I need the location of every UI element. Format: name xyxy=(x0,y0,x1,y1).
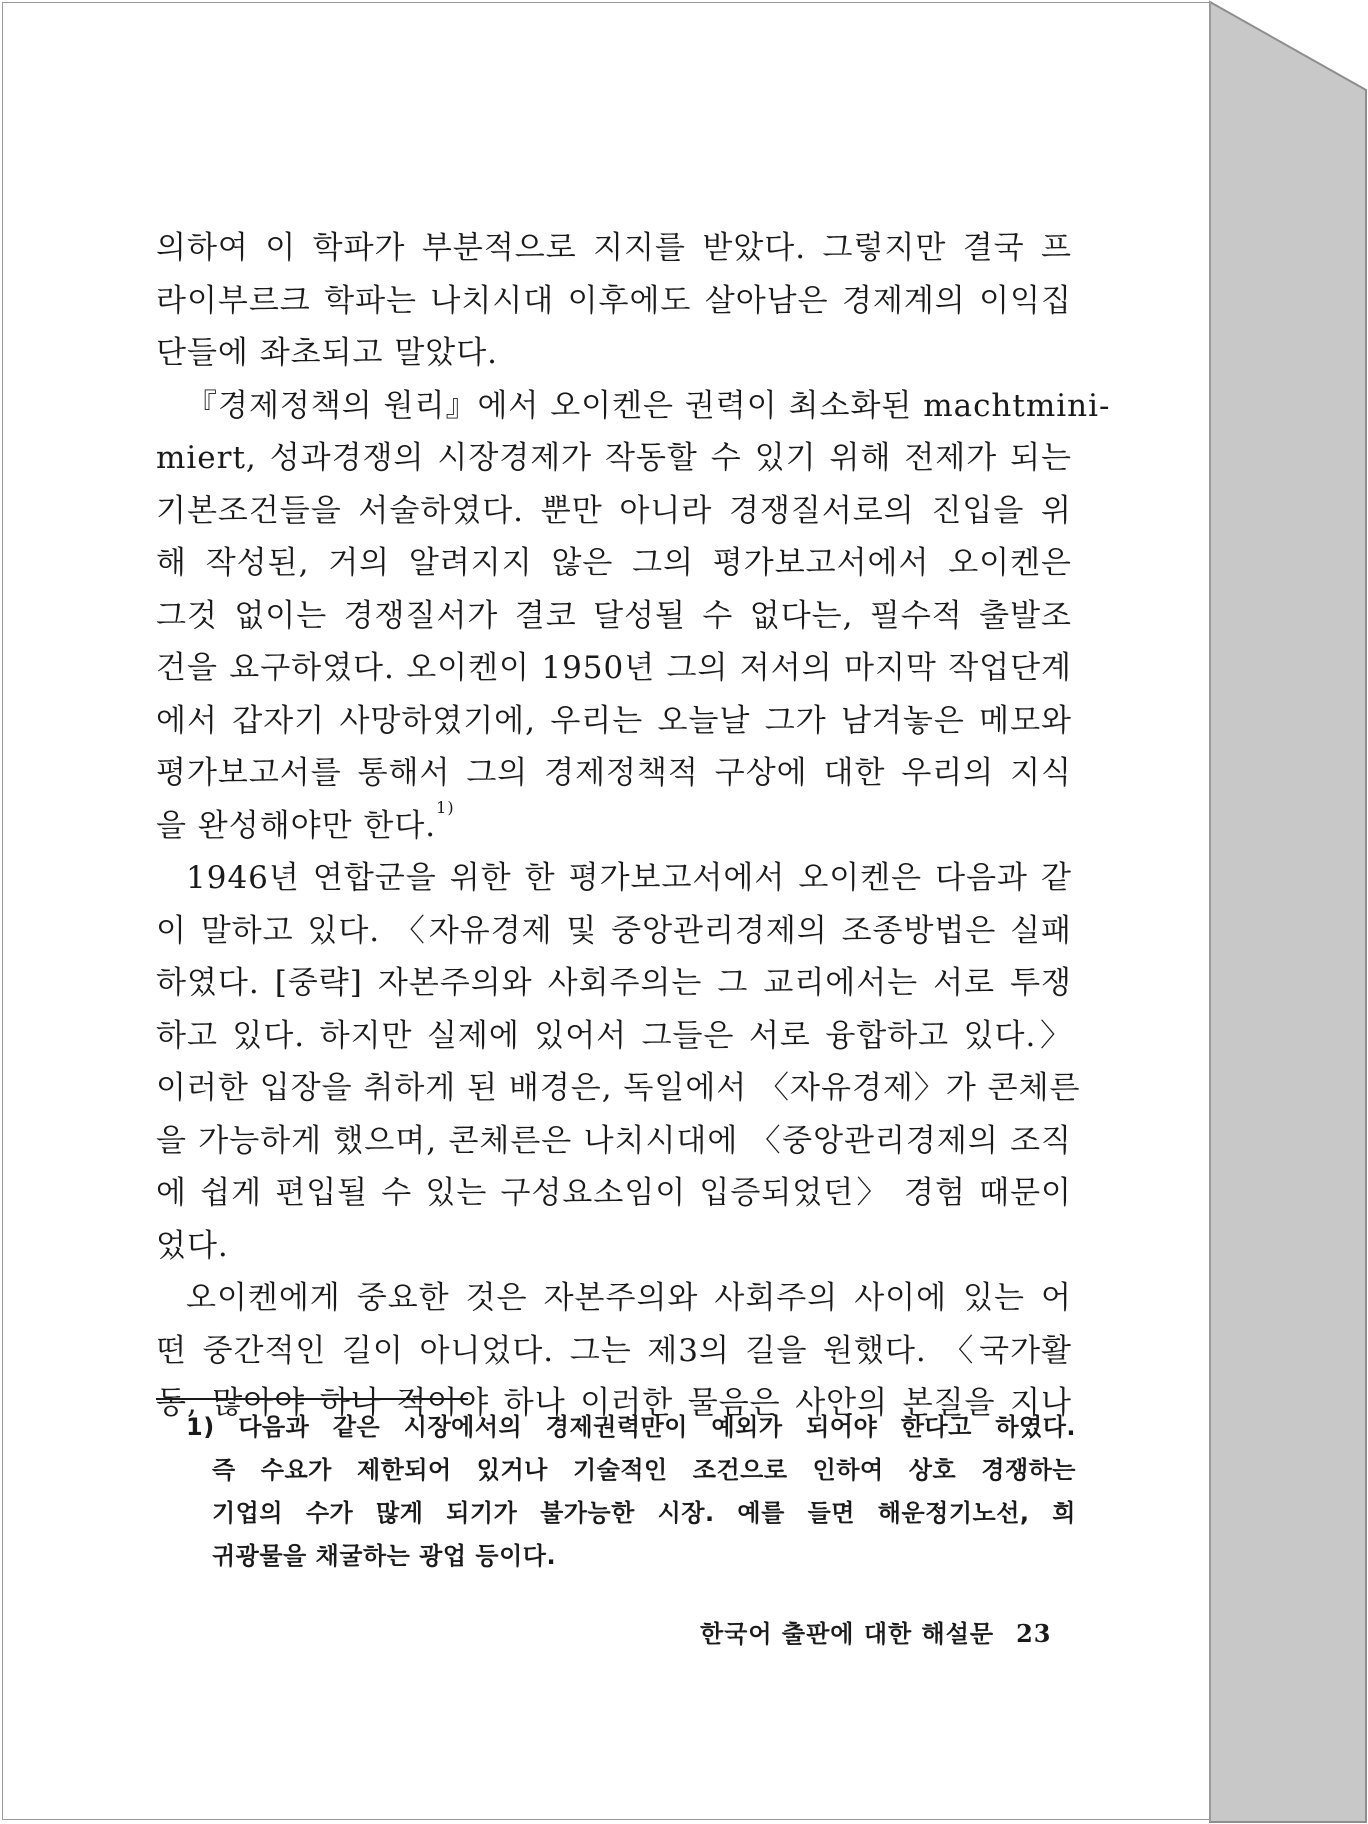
body-text xyxy=(156,222,1111,1430)
text-line: 1946년 연합군을 위한 한 평가보고서에서 오이켄은 다음과 같 xyxy=(186,860,1072,896)
text-line-with-footnote xyxy=(156,797,1072,853)
text-line: 하고 있다. 하지만 실제에 있어서 그들은 서로 융합하고 있다.〉 xyxy=(156,1017,1072,1054)
footnote-line: 귀광물을 채굴하는 광업 등이다. xyxy=(212,1542,557,1570)
text-line: 에 쉽게 편입될 수 있는 구성요소임이 입증되었던〉 경험 때문이 xyxy=(156,1175,1072,1211)
text-line: 떤 중간적인 길이 아니었다. 그는 제3의 길을 원했다. 〈국가활 xyxy=(156,1332,1072,1369)
text-line: miert, 성과경쟁의 시장경제가 작동할 수 있기 위해 전제가 되는 xyxy=(156,440,1072,476)
text-line: 에서 갑자기 사망하였기에, 우리는 오늘날 그가 남겨놓은 메모와 xyxy=(156,702,1072,739)
text-line: 단들에 좌초되고 말았다. xyxy=(156,335,499,371)
page-number: 23 xyxy=(1016,1619,1052,1648)
text-line: 하였다. [중략] 자본주의와 사회주의는 그 교리에서는 서로 투쟁 xyxy=(156,965,1072,1001)
running-footer xyxy=(700,1614,1100,1649)
footnote-line: 즉 수요가 제한되어 있거나 기술적인 조건으로 인하여 상호 경쟁하는 xyxy=(212,1456,1076,1484)
text-line: 을 가능하게 했으며, 콘체른은 나치시대에 〈중앙관리경제의 조직 xyxy=(156,1122,1072,1159)
footnote-reference[interactable]: 1) xyxy=(436,797,455,817)
text-line: 기본조건들을 서술하였다. 뿐만 아니라 경쟁질서로의 진입을 위 xyxy=(156,492,1072,529)
text-line: 그것 없이는 경쟁질서가 결코 달성될 수 없다는, 필수적 출발조 xyxy=(156,597,1072,634)
text-line: 었다. xyxy=(156,1227,229,1264)
text-line: 해 작성된, 거의 알려지지 않은 그의 평가보고서에서 오이켄은 xyxy=(156,545,1072,581)
text-line: 이 말하고 있다. 〈자유경제 및 중앙관리경제의 조종방법은 실패 xyxy=(156,912,1072,949)
running-footer-title: 한국어 출판에 대한 해설문 xyxy=(700,1620,995,1648)
text-line: 『경제정책의 원리』에서 오이켄은 권력이 최소화된 machtmini- xyxy=(186,387,1111,424)
footnote-marker: 1) xyxy=(186,1413,215,1441)
text-line: 라이부르크 학파는 나치시대 이후에도 살아남은 경제계의 이익집 xyxy=(156,282,1072,319)
text-line: 건을 요구하였다. 오이켄이 1950년 그의 저서의 마지막 작업단계 xyxy=(156,650,1072,686)
text-line: 이러한 입장을 취하게 된 배경은, 독일에서 〈자유경제〉가 콘체른 xyxy=(156,1070,1081,1106)
text-line: 평가보고서를 통해서 그의 경제정책적 구상에 대한 우리의 지식 xyxy=(156,755,1072,791)
text-line: 동, 많아야 하나 적어야 하나 이러한 물음은 사안의 본질을 지나 xyxy=(156,1385,1072,1421)
text-line: 을 완성해야만 한다. xyxy=(156,807,437,844)
footnote-divider xyxy=(156,1398,468,1400)
text-line: 의하여 이 학파가 부분적으로 지지를 받았다. 그렇지만 결국 프 xyxy=(156,230,1072,266)
footnote-line: 기업의 수가 많게 되기가 불가능한 시장. 예를 들면 해운정기노선, 희 xyxy=(212,1499,1076,1527)
footnote-line xyxy=(186,1406,1076,1449)
footnote-text: 다음과 같은 시장에서의 경제권력만이 예외가 되어야 한다고 하였다. xyxy=(238,1413,1076,1441)
footnote xyxy=(186,1406,1076,1578)
text-line: 오이켄에게 중요한 것은 자본주의와 사회주의 사이에 있는 어 xyxy=(186,1280,1072,1316)
